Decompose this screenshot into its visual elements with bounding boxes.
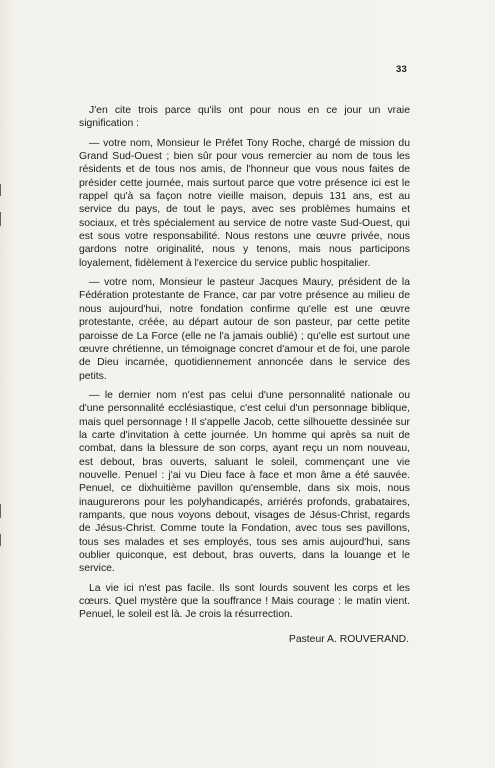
binding-mark: [0, 504, 7, 518]
paragraph: La vie ici n'est pas facile. Ils sont lourds souvent les corps et les cœurs. Quel mystère que la souffrance ! Mais courage : le matin vient. Penuel, le soleil est là. Je crois la résurrection.: [79, 582, 410, 621]
binding-mark: [0, 184, 7, 196]
page-number: 33: [396, 64, 407, 75]
paragraph: — votre nom, Monsieur le pasteur Jacques Maury, président de la Fédération protestante de France, car par votre présence au milieu de nous aujourd'hui, notre fondation confirme qu'elle est une œuvre protestante, créée, au départ autour de son pasteur, par cette petite paroisse de La Force (elle ne l'a jamais oublié) ; qu'elle est surtout une œuvre chrétienne, un témoignage concret d'amour et de foi, une parole de Dieu incarnée, quotidiennement annoncée dans le service des petits.: [79, 277, 410, 382]
paragraph: — le dernier nom n'est pas celui d'une personnalité nationale ou d'une personnalité ecclésiastique, c'est celui d'un personnage biblique, mais quel personnage ! Il s'appelle Jacob, cette silhouette dessinée sur la carte d'invitation à cette journée. Un homme qui après sa nuit de combat, dans la blessure de son corps, ayant reçu un nom nouveau, est debout, bras ouverts, saluant le soleil, commençant une vie nouvelle. Penuel : j'ai vu Dieu face à face et mon âme a été sauvée. Penuel, ce dixhuitième pavillon qu'ensemble, dans six mois, nous inaugurerons pour les polyhandicapés, arriérés profonds, grabataires, rampants, que nous voyons debout, visages de Jésus-Christ, regards de Jésus-Christ. Comme toute la Fondation, avec tous ses pavillons, tous ses malades et ses employés, tous ses amis aujourd'hui, sans oublier quiconque, est debout, bras ouverts, dans la louange et le service.: [79, 389, 410, 575]
paragraph: J'en cite trois parce qu'ils ont pour nous en ce jour un vraie signification :: [79, 105, 410, 130]
signature: Pasteur A. ROUVERAND.: [288, 634, 409, 645]
body-text: [79, 104, 410, 628]
binding-mark: [0, 212, 7, 226]
binding-mark: [0, 534, 7, 546]
paragraph: — votre nom, Monsieur le Préfet Tony Roche, chargé de mission du Grand Sud-Ouest ; bien sûr pour vous remercier au nom de tous les résidents et de tous nos amis, de l'honneur que vous nous faites de présider cette journée, mais surtout parce que votre présence ici est le rappel qu'à sa façon notre vieille maison, depuis 131 ans, est au service du pays, de tout le pays, avec ses problèmes humains et sociaux, et très spécialement au service de notre vaste Sud-Ouest, qui est sous votre responsabilité. Nous restons une œuvre privée, nous gardons notre originalité, nous y tenons, mais nous participons loyalement, fidèlement à l'exercice du service public hospitalier.: [79, 137, 410, 269]
